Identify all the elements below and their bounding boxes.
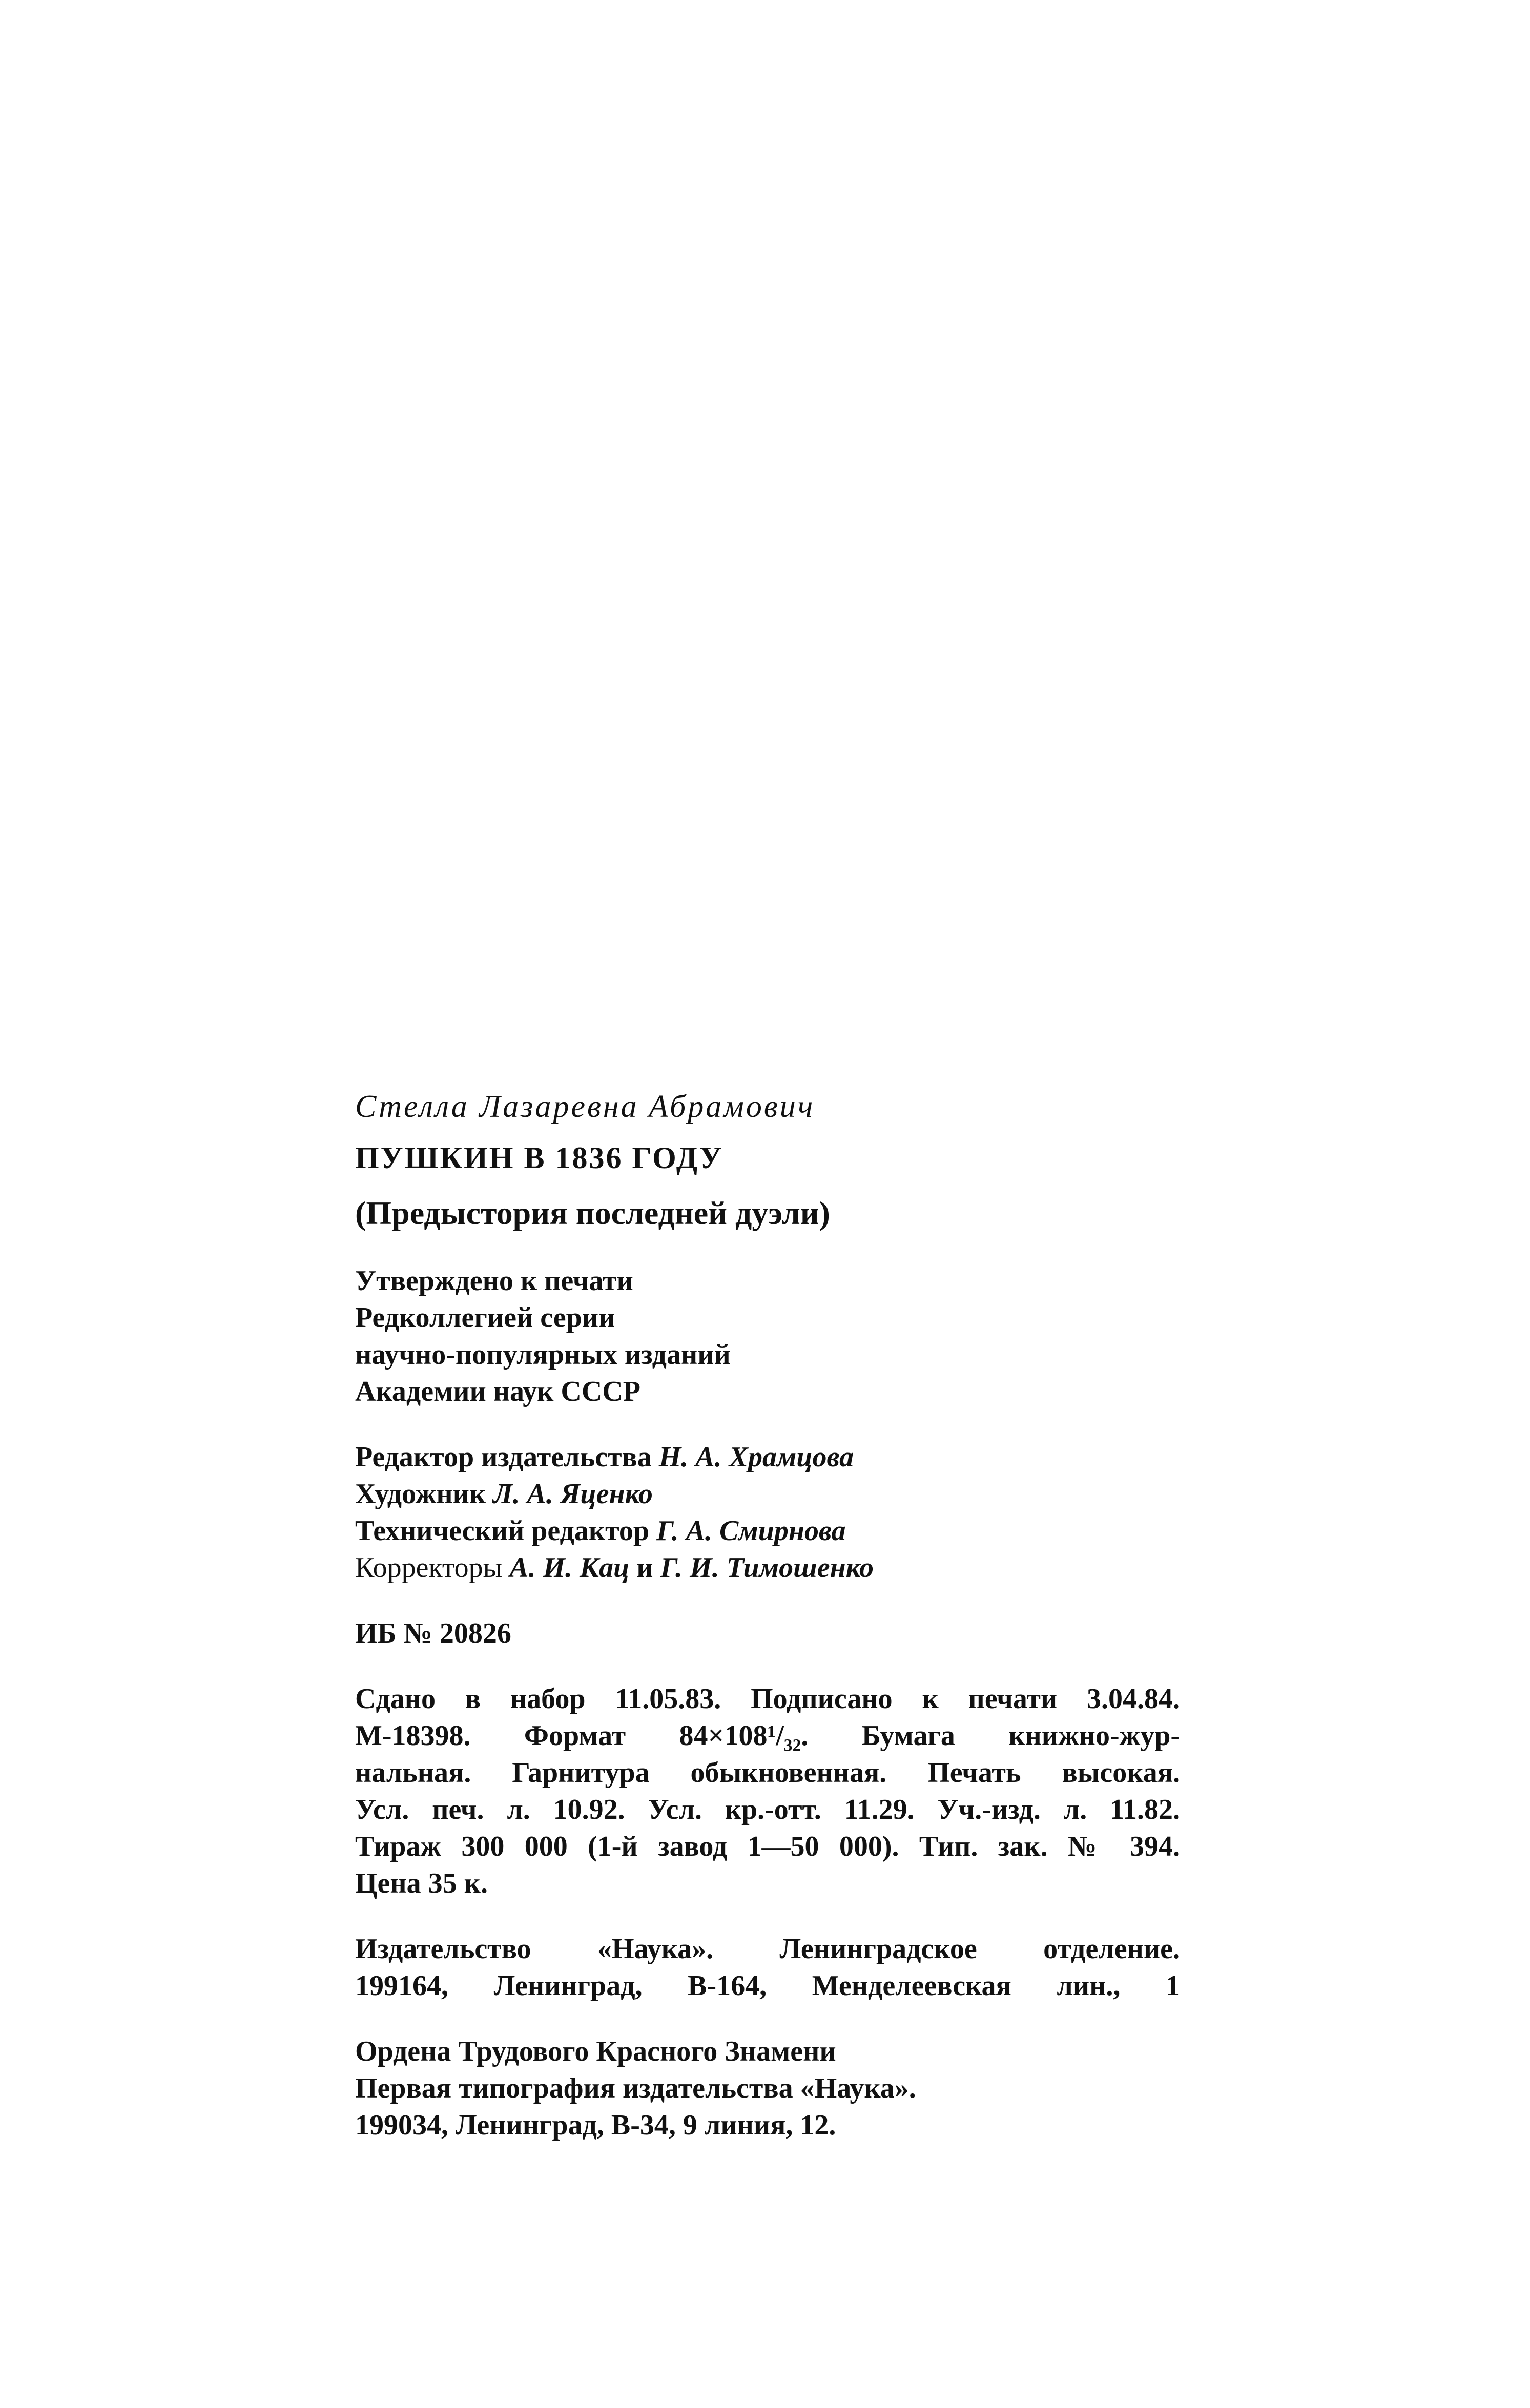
print-detail-line: Усл. печ. л. 10.92. Усл. кр.-отт. 11.29. Уч.-изд. л. 11.82.	[355, 1794, 1180, 1825]
printer-line: Первая типография издательства «Наука».	[355, 2072, 916, 2104]
approval-line: Академии наук СССР	[355, 1376, 640, 1407]
credit-name: Г. И. Тимошенко	[660, 1552, 874, 1584]
print-details-block	[355, 1680, 1226, 1902]
credits-block	[355, 1439, 1226, 1586]
printer-line: Ордена Трудового Красного Знамени	[355, 2036, 836, 2067]
approval-line: Редколлегией серии	[355, 1302, 615, 1334]
publisher-address: 199164, Ленинград, В-164, Менделеевская лин., 1	[355, 1970, 1180, 2002]
credit-name: Л. А. Яценко	[493, 1478, 653, 1510]
printer-address: 199034, Ленинград, В-34, 9 линия, 12.	[355, 2109, 836, 2141]
credit-role: Технический редактор	[355, 1515, 650, 1547]
print-detail-line: Сдано в набор 11.05.83. Подписано к печати 3.04.84.	[355, 1683, 1180, 1715]
ib-number: ИБ № 20826	[355, 1617, 511, 1649]
credit-tech-editor	[355, 1512, 1226, 1549]
credit-name: Г. А. Смирнова	[656, 1515, 846, 1547]
credit-role: Редактор издательства	[355, 1441, 652, 1473]
book-title: ПУШКИН В 1836 ГОДУ	[355, 1141, 723, 1175]
price-line: Цена 35 к.	[355, 1867, 488, 1899]
approval-line: Утверждено к печати	[355, 1265, 633, 1297]
print-detail-line: М-18398. Формат 84×108¹/₃₂. Бумага книжно-жур-	[355, 1720, 1180, 1752]
credit-role: Корректоры	[355, 1552, 503, 1584]
book-subtitle: (Предыстория последней дуэли)	[355, 1195, 830, 1231]
credit-name: Н. А. Храмцова	[658, 1441, 854, 1473]
colophon	[355, 1086, 1226, 2144]
print-detail-line: нальная. Гарнитура обыкновенная. Печать высокая.	[355, 1757, 1180, 1789]
credit-artist	[355, 1476, 1226, 1512]
publisher-line: Издательство «Наука». Ленинградское отделение.	[355, 1933, 1180, 1965]
author-name: Стелла Лазаревна Абрамович	[355, 1089, 815, 1124]
approval-line: научно-популярных изданий	[355, 1339, 731, 1371]
publisher-block	[355, 1930, 1226, 2004]
print-detail-line: Тираж 300 000 (1-й завод 1—50 000). Тип. зак. № 394.	[355, 1831, 1180, 1862]
credit-conjunction: и	[636, 1552, 653, 1584]
credit-proofreaders	[355, 1549, 1226, 1586]
approval-block	[355, 1262, 1226, 1410]
credit-editor	[355, 1439, 1226, 1476]
printer-block	[355, 2033, 1226, 2144]
credit-name: А. И. Кац	[509, 1552, 630, 1584]
credit-role: Художник	[355, 1478, 486, 1510]
